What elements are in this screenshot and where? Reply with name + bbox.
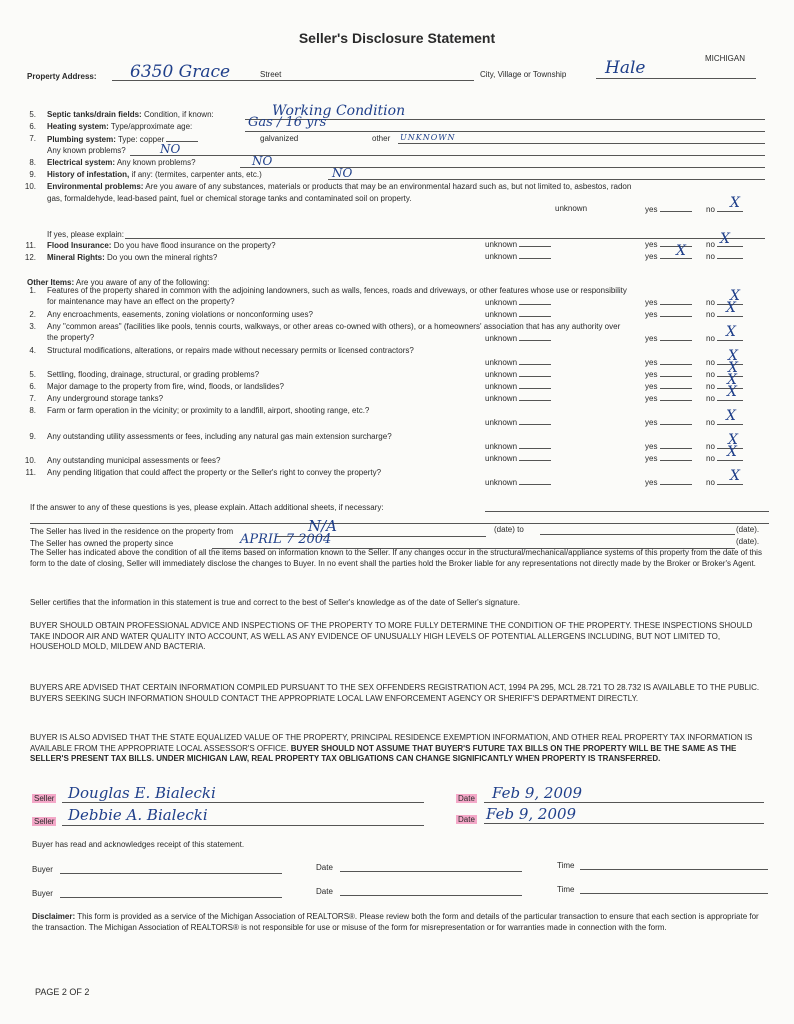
other-item-3-no-mark: X xyxy=(726,324,736,340)
date-1-line xyxy=(484,802,764,803)
buyer-2-label: Buyer xyxy=(32,889,53,898)
state-label: MICHIGAN xyxy=(705,54,745,63)
other-item-1-num: 1. xyxy=(29,286,36,295)
buyer-1-line xyxy=(60,873,282,874)
item-5-num: 5. xyxy=(29,110,36,119)
infestation-line xyxy=(328,179,765,180)
unknown-label: unknown xyxy=(485,478,518,487)
lived-value: N/A xyxy=(308,517,338,535)
no-label: no xyxy=(706,298,715,307)
seller-1-signature: Douglas E. Bialecki xyxy=(68,784,216,802)
tax-paragraph-b: BUYER SHOULD NOT ASSUME THAT BUYER'S FUTURE TAX BILLS ON THE PROPERTY WILL BE THE SAME AS THE SELLER'S PRESENT TAX BILLS. UNDER MICHIGAN LAW, REAL PROPERTY TAX OBLIGATIONS CAN CHANGE SIGNIFICANTLY WHEN PROPERTY IS TRANSFERRED. xyxy=(30,743,737,763)
item-8-num: 8. xyxy=(29,158,36,167)
no-label: no xyxy=(706,370,715,379)
other-item-4-no-mark: X xyxy=(728,348,738,364)
item-6-num: 6. xyxy=(29,122,36,131)
other-item-9-num: 9. xyxy=(29,432,36,441)
city-label: City, Village or Township xyxy=(480,70,567,79)
item-10-num: 10. xyxy=(24,182,36,191)
other-item-10-no-mark: X xyxy=(727,444,737,460)
other-item-11-num: 11. xyxy=(25,468,36,477)
other-item-8-unknown-option xyxy=(485,417,551,428)
owned-value: APRIL 7 2004 xyxy=(240,532,332,547)
disclaimer-paragraph xyxy=(32,912,770,933)
yes-label: yes xyxy=(645,310,658,319)
other-item-10-text: Any outstanding municipal assessments or fees? xyxy=(47,456,221,465)
other-item-8-yes-option xyxy=(645,417,692,428)
item-7-num: 7. xyxy=(29,134,36,143)
other-item-3-yes-option xyxy=(645,333,692,344)
unknown-label: unknown xyxy=(485,298,518,307)
other-item-11-unknown-option xyxy=(485,477,551,488)
other-item-10-num: 10. xyxy=(24,456,36,465)
item-9-num: 9. xyxy=(29,170,36,179)
date-1-value: Feb 9, 2009 xyxy=(492,784,583,802)
heating-answer: Gas / 16 yrs xyxy=(248,115,327,130)
disclaimer-label: Disclaimer: xyxy=(32,912,76,921)
infestation-answer: NO xyxy=(332,166,353,180)
tax-paragraph xyxy=(30,733,770,765)
heating-line xyxy=(245,131,765,132)
date-end-label: (date). xyxy=(736,525,760,534)
other-item-10-yes-option xyxy=(645,453,692,464)
seller-2-label: Seller xyxy=(34,817,55,826)
flood-unknown: unknown xyxy=(485,240,518,249)
page-title: Seller's Disclosure Statement xyxy=(298,30,496,46)
page-footer: PAGE 2 OF 2 xyxy=(35,987,90,997)
no-label: no xyxy=(706,442,715,451)
no-label: no xyxy=(706,334,715,343)
no-label: no xyxy=(706,358,715,367)
buyer-1-time-line xyxy=(580,869,768,870)
flood-no-mark: X xyxy=(720,231,730,247)
other-item-7-no-mark: X xyxy=(727,384,737,400)
seller-1-line xyxy=(62,802,424,803)
unknown-label: unknown xyxy=(485,442,518,451)
buyer-1-date-label: Date xyxy=(316,863,333,872)
unknown-label: unknown xyxy=(485,370,518,379)
other-item-6-text: Major damage to the property from fire, wind, floods, or landslides? xyxy=(47,382,285,391)
other-item-6-no-option xyxy=(706,381,743,392)
yes-label: yes xyxy=(645,394,658,403)
date-2-label: Date xyxy=(458,815,475,824)
other-intro: Are you aware of any of the following: xyxy=(75,278,210,287)
date-2-value: Feb 9, 2009 xyxy=(486,805,577,823)
other-item-3-unknown-option xyxy=(485,333,551,344)
septic-text: Condition, if known: xyxy=(143,110,214,119)
other-item-9-no-mark: X xyxy=(728,432,738,448)
other-item-5-yes-option xyxy=(645,369,692,380)
buyer-2-line xyxy=(60,897,282,898)
buyer-1-time-label: Time xyxy=(557,861,575,870)
date-2-line xyxy=(484,823,764,824)
other-item-8-text: Farm or farm operation in the vicinity; or proximity to a landfill, airport, shooting range, etc.? xyxy=(47,406,370,415)
address-label: Property Address: xyxy=(27,72,97,81)
env-no-mark: X xyxy=(730,195,740,211)
other-item-2-text: Any encroachments, easements, zoning violations or nonconforming uses? xyxy=(47,310,313,319)
environmental-text: Are you aware of any substances, materials or products that may be an environmental hazard such as, but not limited to, asbestos, radon xyxy=(145,182,632,191)
other-item-5-text: Settling, flooding, drainage, structural, or grading problems? xyxy=(47,370,260,379)
disclaimer-text: This form is provided as a service of the Michigan Association of REALTORS®. Please review both the form and details of the particular transaction to ensure that each section is appropriate for the transaction. The Michigan Association of REALTORS® is not responsible for use or misuse of the form for misrepresentation or for warranties made in connection with the form. xyxy=(32,912,759,932)
plumbing-problems-line xyxy=(130,155,765,156)
other-heading: Other Items: xyxy=(27,278,75,287)
buyer-2-time-line xyxy=(580,893,768,894)
other-item-4-unknown-option xyxy=(485,357,551,368)
other-item-2-no-option xyxy=(706,309,743,320)
owned-end-label: (date). xyxy=(736,537,760,546)
other-item-11-no-mark: X xyxy=(730,468,740,484)
electrical-line xyxy=(240,167,765,168)
infestation-label: History of infestation, xyxy=(47,170,130,179)
street-label: Street xyxy=(260,70,282,79)
other-item-6-yes-option xyxy=(645,381,692,392)
other-item-6-no-mark: X xyxy=(727,372,737,388)
buyer-advice-paragraph: BUYER SHOULD OBTAIN PROFESSIONAL ADVICE AND INSPECTIONS OF THE PROPERTY TO MORE FULLY DETERMINE THE CONDITION OF THE PROPERTY. THESE INSPECTIONS SHOULD TAKE INDOOR AIR AND WATER QUALITY INTO ACCOUNT, AS WELL AS ANY EVIDENCE OF UNUSUALLY HIGH LEVELS OF POTENTIAL ALLERGENS INCLUDING, BUT NOT LIMITED TO, HOUSEHOLD MOLD, MILDEW AND BACTERIA. xyxy=(30,621,753,651)
explain-label: If yes, please explain: xyxy=(47,230,124,239)
other-item-2-num: 2. xyxy=(29,310,36,319)
yes-label: yes xyxy=(645,478,658,487)
mineral-label: Mineral Rights: xyxy=(47,253,105,262)
environmental-label: Environmental problems: xyxy=(47,182,144,191)
other-item-3-no-option xyxy=(706,333,743,344)
unknown-label: unknown xyxy=(485,382,518,391)
buyer-1-date-line xyxy=(340,871,522,872)
buyer-2-time-label: Time xyxy=(557,885,575,894)
sex-offenders-paragraph: BUYERS ARE ADVISED THAT CERTAIN INFORMATION COMPILED PURSUANT TO THE SEX OFFENDERS REGISTRATION ACT, 1994 PA 295, MCL 28.721 TO 28.732 IS AVAILABLE TO THE PUBLIC. BUYERS SEEKING SUCH INFORMATION SHOULD CONTACT THE APPROPRIATE LOCAL LAW ENFORCEMENT AGENCY OR SHERIFF'S DEPARTMENT DIRECTLY. xyxy=(30,683,760,703)
other-item-2-no-mark: X xyxy=(726,300,736,316)
no-label: no xyxy=(706,418,715,427)
mineral-yes: yes xyxy=(645,252,658,261)
indicated-paragraph: The Seller has indicated above the condition of all the items based on information known to the Seller. If any changes occur in the structural/mechanical/appliance systems of this property from the date of this form to the date of closing, Seller will immediately disclose the changes to Buyer. In no event shall the parties hold the Broker liable for any representations not directly made by the Broker or Broker's Agent. xyxy=(30,548,762,568)
lived-label: The Seller has lived in the residence on the property from xyxy=(30,527,234,536)
date-to-label: (date) to xyxy=(494,525,524,534)
buyer-2-date-line xyxy=(340,895,522,896)
buyer-ack: Buyer has read and acknowledges receipt of this statement. xyxy=(32,840,245,849)
other-item-10-no-option xyxy=(706,453,743,464)
plumbing-problems: Any known problems? xyxy=(47,146,126,155)
unknown-label: unknown xyxy=(485,310,518,319)
seller-1-label: Seller xyxy=(34,794,55,803)
other-item-3-text: Any "common areas" (facilities like pools, tennis courts, walkways, or other areas co-owned with others), or a homeowners' association that has any authority over xyxy=(47,322,621,331)
owned-label: The Seller has owned the property since xyxy=(30,539,174,548)
other-item-5-no-mark: X xyxy=(728,360,738,376)
environmental-text-2: gas, formaldehyde, lead-based paint, fuel or chemical storage tanks and contaminated soil on property. xyxy=(47,194,412,203)
flood-no: no xyxy=(706,240,715,249)
yes-label: yes xyxy=(645,358,658,367)
other-label: other xyxy=(372,134,391,143)
unknown-label: unknown xyxy=(485,358,518,367)
flood-text: Do you have flood insurance on the property? xyxy=(113,241,276,250)
other-item-4-num: 4. xyxy=(29,346,36,355)
flood-yes: yes xyxy=(645,240,658,249)
other-item-9-unknown-option xyxy=(485,441,551,452)
certifies-paragraph: Seller certifies that the information in this statement is true and correct to the best of Seller's knowledge as of the date of Seller's signature. xyxy=(30,598,520,607)
buyer-2-date-label: Date xyxy=(316,887,333,896)
other-item-7-text: Any underground storage tanks? xyxy=(47,394,164,403)
other-item-1-no-mark: X xyxy=(730,288,740,304)
other-item-1-unknown-option xyxy=(485,297,551,308)
other-item-9-yes-option xyxy=(645,441,692,452)
unknown-label: unknown xyxy=(485,418,518,427)
seller-2-line xyxy=(62,825,424,826)
env-unknown: unknown xyxy=(555,204,588,213)
other-item-8-num: 8. xyxy=(29,406,36,415)
mineral-unknown: unknown xyxy=(485,252,518,261)
other-item-1-text-2: for maintenance may have an effect on the property? xyxy=(47,297,235,306)
env-no: no xyxy=(706,205,715,214)
explain2-label: If the answer to any of these questions is yes, please explain. Attach additional sheets, if necessary: xyxy=(30,503,384,512)
plumbing-problems-answer: NO xyxy=(160,142,181,156)
septic-label: Septic tanks/drain fields: xyxy=(47,110,142,119)
other-line xyxy=(398,143,765,144)
explain2-line xyxy=(485,511,769,512)
other-item-7-no-option xyxy=(706,393,743,404)
unknown-label: unknown xyxy=(485,454,518,463)
buyer-1-label: Buyer xyxy=(32,865,53,874)
other-item-7-num: 7. xyxy=(29,394,36,403)
seller-2-signature: Debbie A. Bialecki xyxy=(68,806,208,824)
unknown-label: unknown xyxy=(485,334,518,343)
other-item-6-num: 6. xyxy=(29,382,36,391)
plumbing-label: Plumbing system: xyxy=(47,135,116,144)
unknown-label: unknown xyxy=(485,394,518,403)
other-item-4-text: Structural modifications, alterations, or repairs made without necessary permits or licensed contractors? xyxy=(47,346,414,355)
no-label: no xyxy=(706,394,715,403)
no-label: no xyxy=(706,382,715,391)
yes-label: yes xyxy=(645,454,658,463)
other-answer: UNKNOWN xyxy=(400,133,456,142)
other-item-3-num: 3. xyxy=(29,322,36,331)
heating-text: Type/approximate age: xyxy=(110,122,193,131)
other-item-2-unknown-option xyxy=(485,309,551,320)
item-12-num: 12. xyxy=(24,253,36,262)
city-line xyxy=(596,78,756,79)
date-to-line xyxy=(540,534,735,535)
mineral-no: no xyxy=(706,252,715,261)
other-item-4-yes-option xyxy=(645,357,692,368)
flood-label: Flood Insurance: xyxy=(47,241,112,250)
item-11-num: 11. xyxy=(25,241,36,250)
infestation-text: if any: (termites, carpenter ants, etc.) xyxy=(131,170,262,179)
other-item-5-num: 5. xyxy=(29,370,36,379)
yes-label: yes xyxy=(645,334,658,343)
date-1-label: Date xyxy=(458,794,475,803)
other-item-7-unknown-option xyxy=(485,393,551,404)
other-item-11-yes-option xyxy=(645,477,692,488)
yes-label: yes xyxy=(645,382,658,391)
no-label: no xyxy=(706,478,715,487)
mineral-yes-mark: X xyxy=(676,243,686,259)
heating-label: Heating system: xyxy=(47,122,109,131)
no-label: no xyxy=(706,310,715,319)
plumbing-text: Type: copper xyxy=(117,135,165,144)
other-item-3-text-2: the property? xyxy=(47,333,95,342)
other-item-8-no-mark: X xyxy=(726,408,736,424)
tax-paragraph-a: BUYER IS ALSO ADVISED THAT THE STATE EQUALIZED VALUE OF THE PROPERTY, PRINCIPAL RESIDENCE EXEMPTION INFORMATION, AND OTHER REAL PROPERTY TAX INFORMATION IS AVAILABLE FROM THE APPROPRIATE LOCAL ASSESSOR'S OFFICE. xyxy=(30,733,753,753)
other-item-7-yes-option xyxy=(645,393,692,404)
other-item-1-yes-option xyxy=(645,297,692,308)
other-item-8-no-option xyxy=(706,417,743,428)
galvanized-label: galvanized xyxy=(260,134,299,143)
no-label: no xyxy=(706,454,715,463)
env-yes: yes xyxy=(645,205,658,214)
other-item-9-text: Any outstanding utility assessments or fees, including any natural gas main extension surcharge? xyxy=(47,432,392,441)
mineral-text: Do you own the mineral rights? xyxy=(107,253,218,262)
other-item-5-unknown-option xyxy=(485,369,551,380)
electrical-answer: NO xyxy=(252,154,273,168)
electrical-label: Electrical system: xyxy=(47,158,116,167)
yes-label: yes xyxy=(645,298,658,307)
city-value: Hale xyxy=(605,58,646,78)
septic-answer: Working Condition xyxy=(272,103,406,119)
yes-label: yes xyxy=(645,370,658,379)
other-item-6-unknown-option xyxy=(485,381,551,392)
address-value: 6350 Grace xyxy=(130,62,231,82)
explain2-line-2 xyxy=(30,523,769,524)
yes-label: yes xyxy=(645,442,658,451)
electrical-text: Any known problems? xyxy=(116,158,196,167)
other-item-10-unknown-option xyxy=(485,453,551,464)
other-item-11-text: Any pending litigation that could affect the property or the Seller's right to convey the property? xyxy=(47,468,382,477)
yes-label: yes xyxy=(645,418,658,427)
other-item-2-yes-option xyxy=(645,309,692,320)
other-item-1-text: Features of the property shared in common with the adjoining landowners, such as walls, fences, roads and driveways, or other features whose use or responsibility xyxy=(47,286,627,295)
